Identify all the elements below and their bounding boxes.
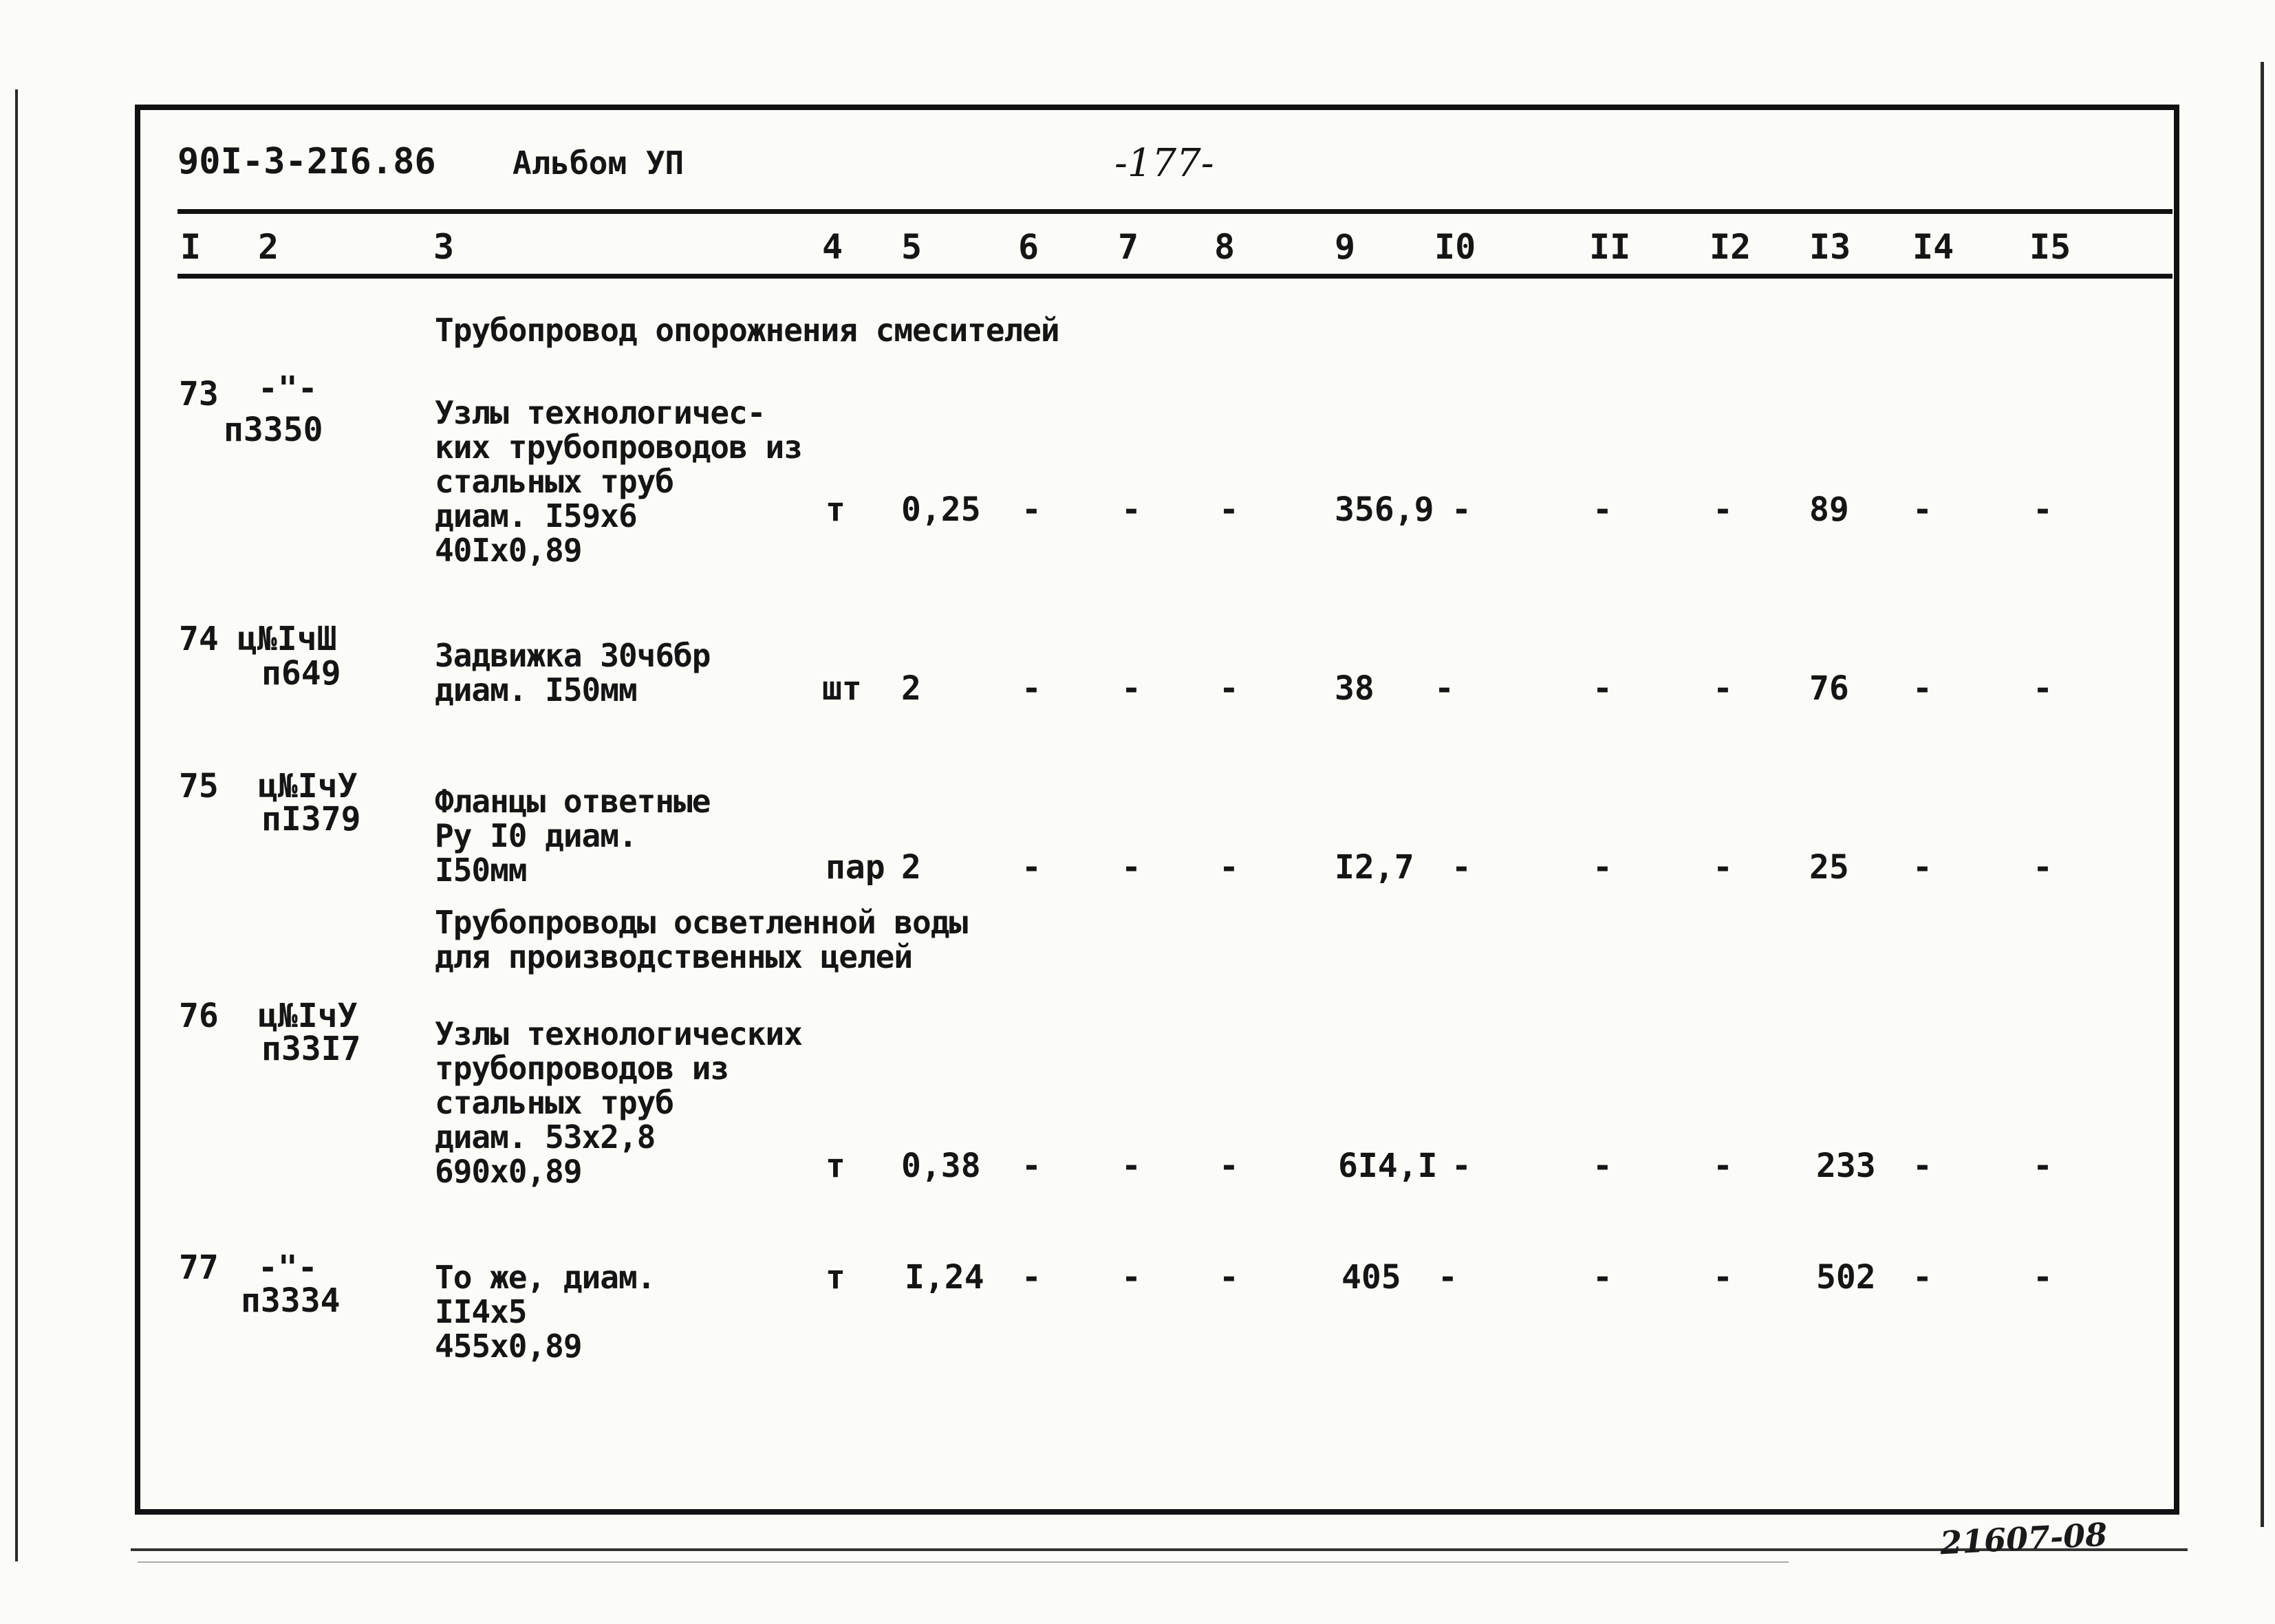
row-c10: -	[1452, 490, 1471, 529]
row-qty: 0,38	[901, 1147, 981, 1185]
row-c6: -	[1022, 848, 1042, 887]
row-c13: 89	[1809, 490, 1849, 529]
row-ref: -"-	[258, 369, 318, 408]
row-c14: -	[1912, 669, 1932, 708]
row-c12: -	[1713, 1147, 1733, 1185]
column-number: I3	[1809, 227, 1851, 267]
column-number: I	[180, 227, 202, 267]
column-number: 7	[1118, 227, 1139, 267]
row-description: Узлы технологических трубопроводов из стальных труб диам. 53х2,8 690х0,89	[435, 1015, 802, 1190]
row-c11: -	[1593, 1147, 1613, 1185]
row-c11: -	[1593, 490, 1613, 529]
row-c10: -	[1452, 848, 1471, 887]
row-c9: 6I4,I	[1338, 1147, 1438, 1185]
row-c13: 25	[1809, 848, 1849, 887]
row-qty: 2	[901, 669, 921, 708]
row-ref-code: пI379	[261, 800, 361, 838]
row-c7: -	[1121, 490, 1141, 529]
row-c13: 76	[1809, 669, 1849, 708]
row-c11: -	[1593, 669, 1613, 708]
row-c9: 38	[1335, 669, 1374, 708]
row-c6: -	[1022, 1147, 1042, 1185]
row-unit: пар	[826, 848, 885, 887]
row-c7: -	[1121, 1147, 1141, 1185]
row-qty: I,24	[905, 1258, 984, 1297]
row-description: То же, диам. II4х5 455х0,89	[435, 1259, 656, 1365]
column-number: 4	[822, 227, 843, 267]
row-c8: -	[1219, 848, 1239, 887]
row-qty: 0,25	[901, 490, 981, 529]
row-number: 76	[179, 997, 219, 1035]
row-ref-code: п649	[261, 654, 341, 693]
bottom-rule-faint	[138, 1561, 1789, 1563]
column-number: 8	[1214, 227, 1236, 267]
row-unit: т	[826, 1258, 845, 1297]
row-c9: I2,7	[1335, 848, 1414, 887]
row-ref-code: п3350	[224, 411, 323, 449]
row-ref: -"-	[258, 1248, 318, 1287]
row-c8: -	[1219, 669, 1239, 708]
row-ref-code: п3334	[241, 1281, 341, 1320]
header-rule-top	[177, 209, 2172, 214]
row-c15: -	[2033, 848, 2053, 887]
row-number: 74	[179, 620, 219, 658]
row-c11: -	[1593, 848, 1613, 887]
row-c9: 356,9	[1335, 490, 1434, 529]
row-c9: 405	[1341, 1258, 1401, 1297]
column-number: 9	[1335, 227, 1356, 267]
scan-edge-right	[2261, 62, 2264, 1527]
row-c8: -	[1219, 490, 1239, 529]
row-c6: -	[1022, 669, 1042, 708]
row-unit: т	[826, 490, 845, 529]
row-description: Задвижка 30ч6бр диам. I50мм	[435, 637, 711, 708]
column-number: II	[1589, 227, 1631, 267]
column-number: 6	[1018, 227, 1039, 267]
row-c6: -	[1022, 490, 1042, 529]
row-ref: ц№IчШ	[237, 620, 337, 658]
row-c7: -	[1121, 848, 1141, 887]
row-c12: -	[1713, 1258, 1733, 1297]
row-c10: -	[1452, 1147, 1471, 1185]
row-c15: -	[2033, 669, 2053, 708]
page-number: -177-	[1114, 141, 1214, 186]
row-c12: -	[1713, 848, 1733, 887]
row-c15: -	[2033, 1258, 2053, 1297]
row-c7: -	[1121, 669, 1141, 708]
row-number: 73	[179, 375, 219, 413]
section-heading: Трубопроводы осветленной воды для производственных целей	[435, 904, 968, 975]
inventory-stamp: 21607-08	[1939, 1515, 2109, 1562]
row-description: Узлы технологичес- ких трубопроводов из стальных труб диам. I59х6 40Iх0,89	[435, 394, 802, 569]
row-ref: ц№IчУ	[258, 997, 358, 1035]
row-c6: -	[1022, 1258, 1042, 1297]
row-ref: ц№IчУ	[258, 767, 358, 805]
row-c14: -	[1912, 848, 1932, 887]
row-ref-code: п33I7	[261, 1030, 361, 1068]
column-number: I2	[1710, 227, 1751, 267]
column-number: 2	[258, 227, 279, 267]
row-c8: -	[1219, 1258, 1239, 1297]
row-c10: -	[1438, 1258, 1458, 1297]
row-unit: т	[826, 1147, 845, 1185]
row-description: Фланцы ответные Ру I0 диам. I50мм	[435, 783, 711, 889]
bottom-rule	[131, 1548, 2188, 1551]
column-number: I0	[1434, 227, 1476, 267]
row-c15: -	[2033, 490, 2053, 529]
row-qty: 2	[901, 848, 921, 887]
row-c14: -	[1912, 1147, 1932, 1185]
row-unit: шт	[822, 669, 862, 708]
row-c14: -	[1912, 490, 1932, 529]
scan-edge-left	[15, 89, 18, 1561]
row-c12: -	[1713, 490, 1733, 529]
row-number: 77	[179, 1248, 219, 1287]
column-number: I5	[2029, 227, 2071, 267]
row-number: 75	[179, 767, 219, 805]
row-c10: -	[1434, 669, 1454, 708]
row-c13: 502	[1816, 1258, 1876, 1297]
album-label: Альбом УП	[513, 144, 684, 182]
column-number: 5	[901, 227, 923, 267]
column-number: 3	[433, 227, 455, 267]
row-c15: -	[2033, 1147, 2053, 1185]
column-number: I4	[1912, 227, 1954, 267]
row-c13: 233	[1816, 1147, 1876, 1185]
section-heading: Трубопровод опорожнения смесителей	[435, 312, 1059, 349]
header-rule-bottom	[177, 274, 2172, 279]
document-code: 90I-3-2I6.86	[177, 141, 436, 182]
row-c8: -	[1219, 1147, 1239, 1185]
row-c14: -	[1912, 1258, 1932, 1297]
row-c7: -	[1121, 1258, 1141, 1297]
row-c12: -	[1713, 669, 1733, 708]
row-c11: -	[1593, 1258, 1613, 1297]
